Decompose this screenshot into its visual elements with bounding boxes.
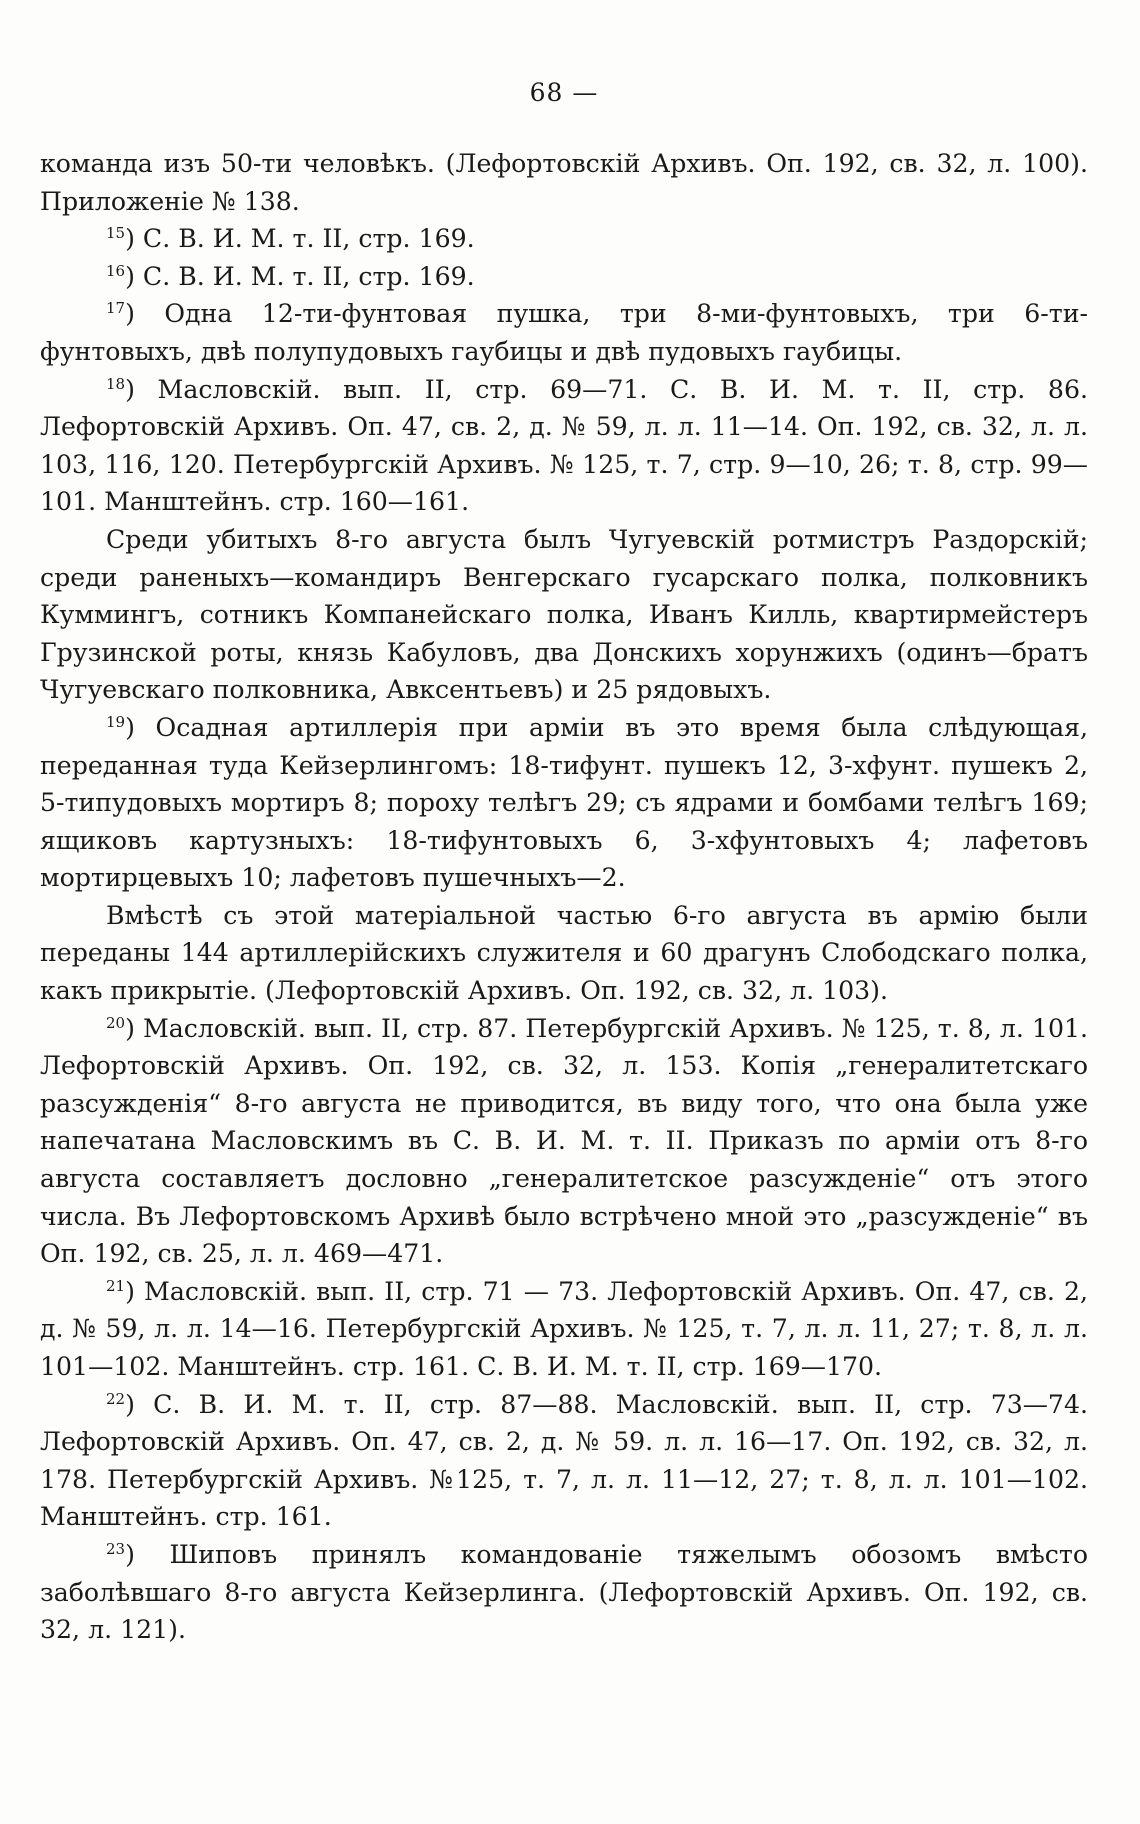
footnote-22: $^{22}$) С. В. И. М. т. II, стр. 87—88. Масловскій. вып. II, стр. 73—74. Лефортовскій Архивъ. Оп. 47, св. 2, д. № 59. л. л. 16—17. Оп. 192, св. 32, л. 178. Петербургскій Архивъ. №125, т. 7, л. л. 11—12, 27; т. 8, л. л. 101—102. Манштейнъ. стр. 161. (40, 1389, 1088, 1532)
footnote-marker: 19 (106, 712, 126, 731)
footnote-23: $^{23}$) Шиповъ принялъ командованіе тяжелымъ обозомъ вмѣсто заболѣвшаго 8-го августа Кейзерлинга. (Лефортовскій Архивъ. Оп. 192, св. 32, л. 121). (40, 1539, 1088, 1645)
footnote-marker: 16 (106, 261, 126, 280)
page-text (40, 145, 1088, 1649)
paragraph-artillery: Вмѣстѣ съ этой матеріальной частью 6-го августа въ армію были переданы 144 артиллерійскихъ служителя и 60 драгунъ Слободскаго полка, какъ прикрытіе. (Лефортовскій Архивъ. Оп. 192, св. 32, л. 103). (40, 900, 1088, 1006)
footnote-19: $^{19}$) Осадная артиллерія при арміи въ это время была слѣдующая, переданная туда Кейзерлингомъ: 18-тифунт. пушекъ 12, 3-хфунт. пушекъ 2, 5-типудовыхъ мортиръ 8; пороху телѣгъ 29; съ ядрами и бомбами телѣгъ 169; ящиковъ картузныхъ: 18-тифунтовыхъ 6, 3-хфунтовыхъ 4; лафетовъ мортирцевыхъ 10; лафетовъ пушечныхъ—2. (40, 712, 1088, 893)
footnote-15: $^{15}$) С. В. И. М. т. II, стр. 169. (106, 224, 475, 254)
footnote-18: $^{18}$) Масловскій. вып. II, стр. 69—71. С. В. И. М. т. II, стр. 86. Лефортовскій Архивъ. Оп. 47, св. 2, д. № 59, л. л. 11—14. Оп. 192, св. 32, л. л. 103, 116, 120. Петербургскій Архивъ. № 125, т. 7, стр. 9—10, 26; т. 8, стр. 99—101. Манштейнъ. стр. 160—161. (40, 374, 1088, 517)
footnote-16: $^{16}$) С. В. И. М. т. II, стр. 169. (106, 261, 475, 291)
paragraph-casualties: Среди убитыхъ 8-го августа былъ Чугуевскій ротмистръ Раздорскій; среди раненыхъ—командиръ Венгерскаго гусарскаго полка, полковникъ Куммингъ, сотникъ Компанейскаго полка, Иванъ Килль, квартирмейстеръ Грузинской роты, князь Кабуловъ, два Донскихъ хорунжихъ (одинъ—братъ Чугуевскаго полковника, Авксентьевъ) и 25 рядовыхъ. (40, 524, 1088, 705)
page-number: 68 — (529, 78, 599, 107)
footnote-21: $^{21}$) Масловскій. вып. II, стр. 71 — 73. Лефортовскій Архивъ. Оп. 47, св. 2, д. № 59, л. л. 14—16. Петербургскій Архивъ. № 125, т. 7, л. л. 11, 27; т. 8, л. л. 101—102. Манштейнъ. стр. 161. С. В. И. М. т. II, стр. 169—170. (40, 1276, 1088, 1381)
paragraph-continuation: команда изъ 50-ти человѣкъ. (Лефортовскій Архивъ. Оп. 192, св. 32, л. 100). Приложеніе № 138. (40, 149, 1088, 216)
footnote-marker: 18 (106, 374, 126, 393)
footnote-20: $^{20}$) Масловскій. вып. II, стр. 87. Петербургскій Архивъ. № 125, т. 8, л. 101. Лефортовскій Архивъ. Оп. 192, св. 32, л. 153. Копія „генералитетскаго разсужденія“ 8-го августа не приводится, въ виду того, что она была уже напечатана Масловскимъ въ С. В. И. М. т. II. Приказъ по арміи отъ 8-го августа составляетъ дословно „генералитетское разсужденіе“ отъ этого числа. Въ Лефортовскомъ Архивѣ было встрѣчено мной это „разсужденіе“ въ Оп. 192, св. 25, л. л. 469—471. (40, 1013, 1088, 1269)
footnote-marker: 22 (106, 1389, 126, 1408)
footnote-marker: 15 (106, 224, 126, 243)
footnote-marker: 21 (106, 1276, 126, 1295)
footnote-17: $^{17}$) Одна 12-ти-фунтовая пушка, три 8-ми-фунтовыхъ, три 6-ти-фунтовыхъ, двѣ полупудовыхъ гаубицы и двѣ пудовыхъ гаубицы. (40, 299, 1088, 366)
footnote-marker: 17 (106, 299, 126, 318)
footnote-marker: 23 (106, 1539, 126, 1558)
footnote-marker: 20 (106, 1013, 126, 1032)
